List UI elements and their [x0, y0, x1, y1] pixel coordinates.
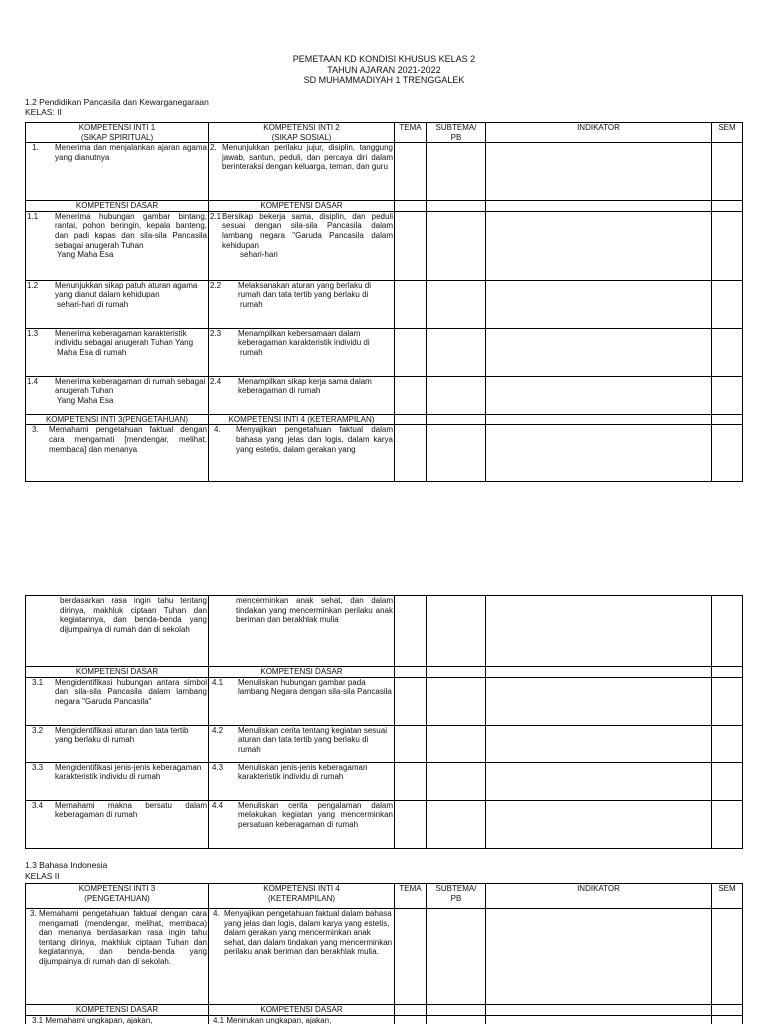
kd-label-row: KOMPETENSI DASAR KOMPETENSI DASAR: [26, 201, 743, 212]
table-row: 1. Menerima dan menjalankan ajaran agama yang dianutnya 2. Menunjukkan perilaku jujur, disiplin, tanggung jawab, santun, peduli, dan percaya diri dalam berinteraksi dengan keluarga, teman, dan guru: [26, 143, 743, 201]
header-indikator: INDIKATOR: [486, 884, 712, 909]
header-ki3: KOMPETENSI INTI 3 (PENGETAHUAN): [26, 884, 209, 909]
header-tema: TEMA: [395, 884, 427, 909]
header-indikator: INDIKATOR: [486, 123, 712, 143]
header-ki1: KOMPETENSI INTI 1 (SIKAP SPIRITUAL): [26, 123, 209, 143]
table-row: 3.1 Memahami ungkapan, ajakan, 4.1 Menirukan ungkapan, ajakan,: [26, 1015, 743, 1024]
kd-label-row: KOMPETENSI DASAR KOMPETENSI DASAR: [26, 1005, 743, 1016]
header-ki4: KOMPETENSI INTI 4 (KETERAMPILAN): [209, 884, 395, 909]
table-row: 3. Memahami pengetahuan faktual dengan cara mengamati [mendengar, melihat, membaca] dan menanya 4. Menyajikan pengetahuan faktual dalam bahasa yang jelas dan logis, dalam karya yang estetis, dalam gerakan yang: [26, 425, 743, 482]
table-row: 3.1 Mengidentifikasi hubungan antara simbol dan sila-sila Pancasila dalam lambang negara "Garuda Pancasila" 4.1 Menuliskan hubungan gambar pada lambang Negara dengan sila-sila Pancasila: [26, 677, 743, 725]
header-subtema: SUBTEMA/ PB: [427, 884, 486, 909]
section-title: 1.2 Pendidikan Pancasila dan Kewarganegaraan: [25, 97, 209, 107]
header-ki2: KOMPETENSI INTI 2 (SIKAP SOSIAL): [209, 123, 395, 143]
mapping-table-2: [25, 883, 743, 1024]
table-header-row: [26, 123, 743, 143]
table-row: 3.4 Memahami makna bersatu dalam keberagaman di rumah 4.4 Menuliskan cerita pengalaman dalam melakukan kegiatan yang mencerminkan persatuan keberagaman di rumah: [26, 800, 743, 848]
doc-year: TAHUN AJARAN 2021-2022: [327, 64, 441, 75]
section-class: KELAS: II: [25, 107, 62, 117]
document-header: [0, 54, 768, 86]
table-row: 1.2 Menunjukkan sikap patuh aturan agama yang dianut dalam kehidupan sehari-hari di rumah 2.2 Melaksanakan aturan yang berlaku di rumah dan tata tertib yang berlaku di rumah: [26, 280, 743, 328]
mapping-table-1: [25, 122, 743, 482]
kd-label-row: KOMPETENSI DASAR KOMPETENSI DASAR: [26, 667, 743, 678]
table-row: 1.4 Menerima keberagaman di rumah sebagai anugerah Tuhan Yang Maha Esa 2.4 Menampilkan sikap kerja sama dalam keberagaman di rumah: [26, 376, 743, 414]
header-tema: TEMA: [395, 123, 427, 143]
doc-school: SD MUHAMMADIYAH 1 TRENGGALEK: [303, 75, 465, 85]
table-row: berdasarkan rasa ingin tahu tentang dirinya, makhluk ciptaan Tuhan dan kegiatannya, dan benda-benda yang dijumpainya di rumah dan di sekolah mencerminkan anak sehat, dan dalam tindakan yang mencerminkan perilaku anak beriman dan berakhlak mulia: [26, 596, 743, 667]
table-row: 3.3 Mengidentifikasi jenis-jenis keberagaman karakteristik individu di rumah 4.3 Menuliskan jenis-jenis keberagaman karakteristik individu di rumah: [26, 762, 743, 800]
table-row: 1.1 Menerima hubungan gambar bintang, rantai, pohon beringin, kepala banteng, dan padi kapas dan sila-sila Pancasila sebagai anugerah Tuhan Yang Maha Esa 2.1 Bersikap bekerja sama, disiplin, dan peduli sesuai dengan sila-sila Pancasila dalam lambang negara "Garuda Pancasila dalam kehidupan sehari-hari: [26, 211, 743, 280]
table-row: 3. Memahami pengetahuan faktual dengan cara mengamati (mendengar, melihat, membaca) dan menanya berdasarkan rasa ingin tahu tentang dirinya, makhluk ciptaan Tuhan dan kegiatannya, dan benda-benda yang dijumpainya di rumah dan di sekolah. 4. Menyajikan pengetahuan faktual dalam bahasa yang jelas dan logis, dalam karya yang estetis, dalam gerakan yang mencerminkan anak sehat, dan dalam tindakan yang mencerminkan perilaku anak beriman dan berakhlak mulia.: [26, 909, 743, 1005]
ki34-label-row: KOMPETENSI INTI 3(PENGETAHUAN) KOMPETENSI INTI 4 (KETERAMPILAN): [26, 414, 743, 425]
section-title: 1.3 Bahasa Indonesia: [25, 860, 108, 870]
doc-title: PEMETAAN KD KONDISI KHUSUS KELAS 2: [292, 54, 476, 64]
table-header-row: [26, 884, 743, 909]
table-row: 1.3 Menerima keberagaman karakteristik individu sebagai anugerah Tuhan Yang Maha Esa di rumah 2.3 Menampilkan kebersamaan dalam keberagaman karakteristik individu di rumah: [26, 328, 743, 376]
header-subtema: SUBTEMA/ PB: [427, 123, 486, 143]
table-row: 3.2 Mengidentifikasi aturan dan tata tertib yang berlaku di rumah 4.2 Menuliskan cerita tentang kegiatan sesuai aturan dan tata tertib yang berlaku di rumah: [26, 725, 743, 762]
header-sem: SEM: [712, 123, 743, 143]
header-sem: SEM: [712, 884, 743, 909]
section-class: KELAS II: [25, 871, 60, 881]
mapping-table-1-continued: [25, 595, 743, 849]
